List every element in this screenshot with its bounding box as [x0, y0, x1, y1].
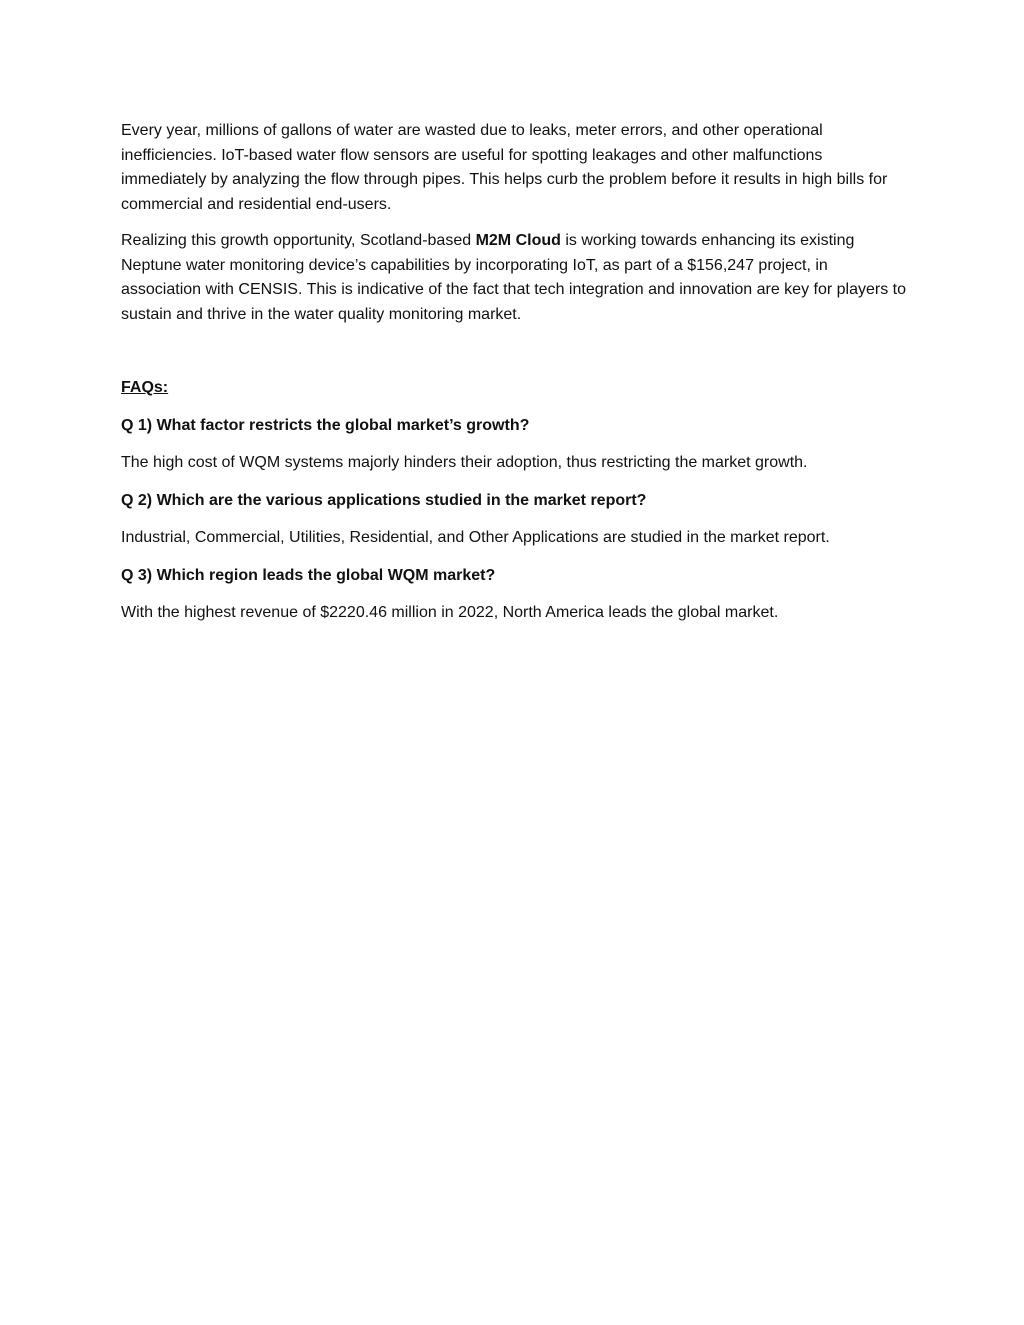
- paragraph-m2m-cloud: [121, 229, 911, 327]
- document-body: [121, 119, 911, 639]
- faq-answer-1: The high cost of WQM systems majorly hinders their adoption, thus restricting the market growth.: [121, 454, 808, 471]
- section-spacer: [121, 339, 911, 376]
- paragraph-m2m-cloud-rest: is working towards enhancing its existing Neptune water monitoring device’s capabilities by incorporating IoT, as part of a $156,247 project, in association with CENSIS. This is indicative of the fact that tech integration and innovation are key for players to sustain and thrive in the water quality monitoring market.: [121, 232, 907, 323]
- faq-question-1: Q 1) What factor restricts the global market’s growth?: [121, 416, 530, 434]
- company-name-m2m-cloud: M2M Cloud: [475, 232, 561, 249]
- paragraph-water-waste: Every year, millions of gallons of water are wasted due to leaks, meter errors, and other operational inefficiencies. IoT-based water flow sensors are useful for spotting leakages and other malfunctions immediately by analyzing the flow through pipes. This helps curb the problem before it results in high bills for commercial and residential end-users.: [121, 122, 888, 213]
- faq-answer-3: With the highest revenue of $2220.46 million in 2022, North America leads the global market.: [121, 604, 779, 621]
- faq-answer-2: Industrial, Commercial, Utilities, Residential, and Other Applications are studied in the market report.: [121, 529, 830, 546]
- paragraph-m2m-cloud-lead: Realizing this growth opportunity, Scotland-based: [121, 232, 476, 249]
- faq-question-3: Q 3) Which region leads the global WQM market?: [121, 566, 496, 584]
- faq-heading: FAQs:: [121, 379, 169, 396]
- faq-question-2: Q 2) Which are the various applications studied in the market report?: [121, 491, 647, 509]
